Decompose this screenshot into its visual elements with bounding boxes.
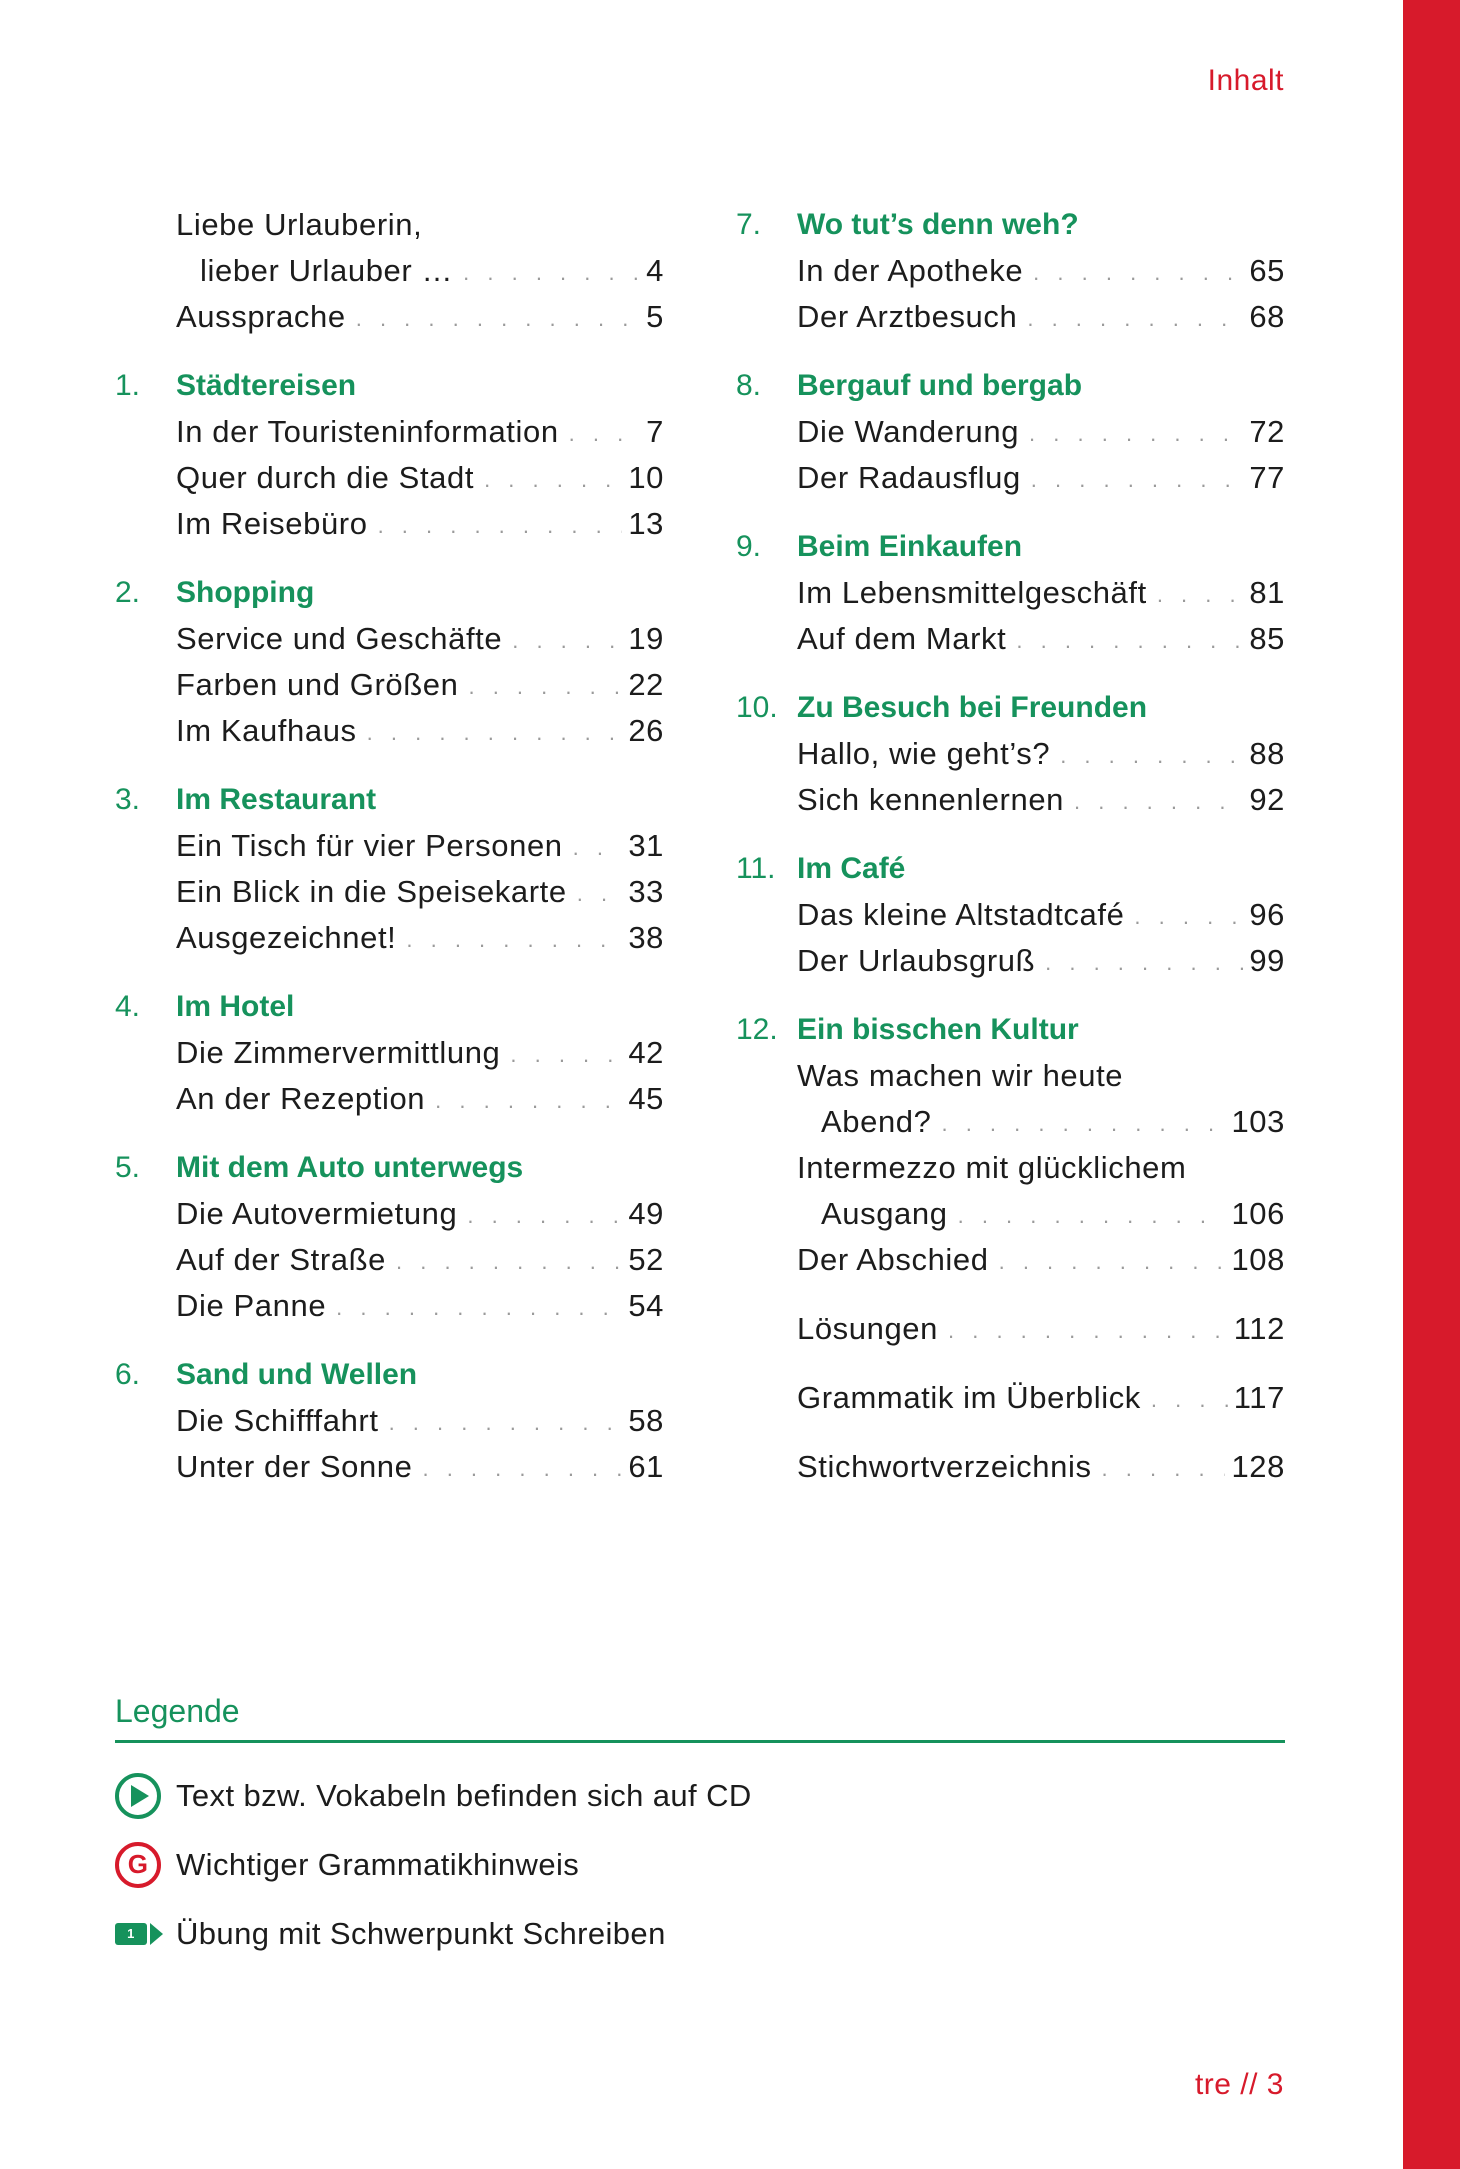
- toc-entry-solutions[interactable]: [736, 1306, 1285, 1352]
- legend: [115, 1688, 1285, 1968]
- toc-entry-page: 19: [628, 621, 664, 656]
- dot-leader: [422, 1456, 622, 1482]
- toc-section: [736, 202, 1285, 340]
- section-number: 7.: [736, 208, 762, 241]
- toc-section: [115, 984, 664, 1122]
- toc-entry-label: Intermezzo mit glücklichem: [797, 1150, 1187, 1185]
- toc-section: [115, 363, 664, 547]
- toc-section-heading[interactable]: [115, 1145, 664, 1191]
- toc-entry-label: Farben und Größen: [176, 667, 459, 702]
- toc-entry-page: 92: [1249, 782, 1285, 817]
- toc-entry-page: 72: [1249, 414, 1285, 449]
- toc-entry-label: Ausgang: [821, 1196, 948, 1231]
- section-number: 4.: [115, 990, 141, 1023]
- toc-section-heading[interactable]: [736, 202, 1285, 248]
- toc-entry[interactable]: [736, 248, 1285, 294]
- toc-entry[interactable]: [736, 409, 1285, 455]
- toc-section: [736, 846, 1285, 984]
- section-title: Im Hotel: [176, 990, 295, 1023]
- legend-divider: [115, 1740, 1285, 1743]
- toc-extra: [736, 1444, 1285, 1490]
- toc-entry[interactable]: [115, 1283, 664, 1329]
- section-title: Shopping: [176, 576, 315, 609]
- cd-play-icon: [115, 1773, 161, 1819]
- toc-entry[interactable]: [736, 1191, 1285, 1237]
- toc-section-heading[interactable]: [736, 1007, 1285, 1053]
- section-number: 12.: [736, 1013, 778, 1046]
- toc-entry[interactable]: [115, 294, 664, 340]
- toc-entry-page: 49: [628, 1196, 664, 1231]
- dot-leader: [467, 1203, 622, 1229]
- toc-entry-page: 81: [1249, 575, 1285, 610]
- toc-entry-label: Liebe Urlauberin,: [176, 207, 423, 242]
- toc-entry-label: In der Apotheke: [797, 253, 1024, 288]
- dot-leader: [1157, 582, 1244, 608]
- toc-entry-page: 99: [1249, 943, 1285, 978]
- toc-section-heading[interactable]: [115, 1352, 664, 1398]
- toc-entry[interactable]: [736, 570, 1285, 616]
- toc-entry[interactable]: [115, 501, 664, 547]
- toc-entry-label: An der Rezeption: [176, 1081, 426, 1116]
- toc-entry-label: Sich kennenlernen: [797, 782, 1064, 817]
- toc-entry-page: 103: [1231, 1104, 1285, 1139]
- toc-entry[interactable]: [115, 455, 664, 501]
- section-title: Zu Besuch bei Freunden: [797, 691, 1148, 724]
- toc-entry-index[interactable]: [736, 1444, 1285, 1490]
- toc-entry-page: 54: [628, 1288, 664, 1323]
- toc-entry-label: Abend?: [821, 1104, 932, 1139]
- toc-entry-page: 112: [1233, 1311, 1285, 1346]
- toc-entry-page: 128: [1231, 1449, 1285, 1484]
- toc-entry-label: Ein Blick in die Speisekarte: [176, 874, 567, 909]
- dot-leader: [577, 881, 623, 907]
- dot-leader: [1060, 743, 1243, 769]
- legend-title: Legende: [115, 1693, 240, 1729]
- legend-item-text: Wichtiger Grammatikhinweis: [176, 1846, 580, 1882]
- toc-entry[interactable]: [115, 662, 664, 708]
- toc-entry-page: 22: [628, 667, 664, 702]
- toc-entry[interactable]: [736, 938, 1285, 984]
- toc-section: [736, 524, 1285, 662]
- toc-extra: [736, 1306, 1285, 1352]
- toc-entry-page: 108: [1231, 1242, 1285, 1277]
- section-number: 1.: [115, 369, 141, 402]
- toc-entry-label: lieber Urlauber …: [200, 253, 454, 288]
- dot-leader: [435, 1088, 622, 1114]
- toc-entry-page: 88: [1249, 736, 1285, 771]
- toc-section-heading[interactable]: [736, 685, 1285, 731]
- legend-item: [115, 1761, 1285, 1830]
- dot-leader: [1045, 950, 1243, 976]
- toc-entry-label: Grammatik im Überblick: [797, 1380, 1141, 1415]
- dot-leader: [958, 1203, 1226, 1229]
- toc-entry-label: Das kleine Altstadtcafé: [797, 897, 1125, 932]
- dot-leader: [1033, 260, 1243, 286]
- dot-leader: [1016, 628, 1243, 654]
- dot-leader: [468, 674, 622, 700]
- red-side-bar: [1403, 0, 1460, 2169]
- section-title: Im Restaurant: [176, 783, 377, 816]
- toc-entry[interactable]: [115, 409, 664, 455]
- toc-entry[interactable]: [115, 708, 664, 754]
- toc-entry-label: Quer durch die Stadt: [176, 460, 475, 495]
- toc-entry-page: 42: [628, 1035, 664, 1070]
- toc-entry[interactable]: [736, 616, 1285, 662]
- section-title: Im Café: [797, 852, 906, 885]
- dot-leader: [1027, 306, 1243, 332]
- toc-section: [115, 1352, 664, 1490]
- dot-leader: [510, 1042, 622, 1068]
- toc-entry[interactable]: [115, 823, 664, 869]
- toc-section: [115, 1145, 664, 1329]
- toc-entry-label: Hallo, wie geht’s?: [797, 736, 1051, 771]
- toc-section: [736, 363, 1285, 501]
- toc-entry-page: 52: [628, 1242, 664, 1277]
- toc-section-heading[interactable]: [115, 570, 664, 616]
- toc-entry[interactable]: [736, 892, 1285, 938]
- dot-leader: [367, 720, 623, 746]
- toc-entry-label: Die Zimmervermittlung: [176, 1035, 501, 1070]
- section-number: 11.: [736, 852, 776, 885]
- dot-leader: [378, 513, 623, 539]
- toc-entry-page: 58: [628, 1403, 664, 1438]
- toc-entry-page: 4: [646, 253, 664, 288]
- toc-entry-label: Der Arztbesuch: [797, 299, 1018, 334]
- toc-entry-label: Der Abschied: [797, 1242, 989, 1277]
- dot-leader: [1031, 467, 1244, 493]
- toc-entry-label: Im Reisebüro: [176, 506, 368, 541]
- toc-entry[interactable]: [115, 869, 664, 915]
- toc-entry-page: 33: [628, 874, 664, 909]
- page-footer: tre // 3: [1194, 2068, 1284, 2101]
- legend-item: [115, 1899, 1285, 1968]
- toc-entry[interactable]: [115, 915, 664, 961]
- exercise-writing-icon: [115, 1923, 163, 1945]
- toc-section-heading[interactable]: [115, 777, 664, 823]
- dot-leader: [569, 421, 638, 447]
- toc-entry-label: Auf dem Markt: [797, 621, 1007, 656]
- toc-entry-page: 85: [1249, 621, 1285, 656]
- section-number: 5.: [115, 1151, 141, 1184]
- toc-entry-label: Was machen wir heute: [797, 1058, 1124, 1093]
- toc-section: [115, 777, 664, 961]
- toc-entry-page: 61: [628, 1449, 664, 1484]
- toc-entry-page: 65: [1249, 253, 1285, 288]
- toc-entry[interactable]: [115, 1076, 664, 1122]
- toc-entry[interactable]: [736, 294, 1285, 340]
- dot-leader: [999, 1249, 1226, 1275]
- dot-leader: [573, 835, 623, 861]
- toc-entry-label: Der Urlaubsgruß: [797, 943, 1036, 978]
- dot-leader: [356, 306, 638, 332]
- toc-entry-page: 31: [628, 828, 664, 863]
- toc-section: [736, 685, 1285, 823]
- dot-leader: [512, 628, 622, 654]
- section-number: 6.: [115, 1358, 141, 1391]
- toc-entry-label: Ein Tisch für vier Personen: [176, 828, 563, 863]
- toc-entry-label: Lösungen: [797, 1311, 938, 1346]
- toc-entry-label: Der Radausflug: [797, 460, 1021, 495]
- toc-entry-page: 106: [1231, 1196, 1285, 1231]
- toc-entry[interactable]: [115, 1030, 664, 1076]
- toc-entry-label: Im Kaufhaus: [176, 713, 357, 748]
- toc-section-heading[interactable]: [736, 846, 1285, 892]
- section-title: Bergauf und bergab: [797, 369, 1083, 402]
- toc-entry-page: 77: [1249, 460, 1285, 495]
- legend-item: [115, 1830, 1285, 1899]
- section-title: Ein bisschen Kultur: [797, 1013, 1079, 1046]
- toc-entry[interactable]: [115, 1444, 664, 1490]
- toc-entry[interactable]: [736, 777, 1285, 823]
- toc-entry-page: 38: [628, 920, 664, 955]
- toc-entry-label: Stichwortverzeichnis: [797, 1449, 1092, 1484]
- section-number: 3.: [115, 783, 141, 816]
- toc-section-heading[interactable]: [115, 984, 664, 1030]
- dot-leader: [396, 1249, 622, 1275]
- toc-entry-page: 5: [646, 299, 664, 334]
- dot-leader: [941, 1111, 1225, 1137]
- dot-leader: [1074, 789, 1243, 815]
- toc-extra: [736, 1375, 1285, 1421]
- toc-entry-grammar[interactable]: [736, 1375, 1285, 1421]
- dot-leader: [1151, 1387, 1228, 1413]
- toc-entry-label: Ausgezeichnet!: [176, 920, 397, 955]
- toc-entry[interactable]: [736, 1145, 1285, 1191]
- toc-entry-label: Auf der Straße: [176, 1242, 386, 1277]
- toc-entry-label: Im Lebensmittelgeschäft: [797, 575, 1147, 610]
- toc-entry[interactable]: [115, 248, 664, 294]
- toc-entry-label: Die Wanderung: [797, 414, 1020, 449]
- toc-left-column: [115, 202, 664, 1513]
- legend-item-text: Text bzw. Vokabeln befinden sich auf CD: [176, 1777, 752, 1813]
- toc-entry-label: Die Schifffahrt: [176, 1403, 379, 1438]
- toc-section-heading[interactable]: [736, 363, 1285, 409]
- grammar-g-icon: G: [115, 1842, 161, 1888]
- toc-right-column: [736, 202, 1285, 1513]
- toc-entry-page: 68: [1249, 299, 1285, 334]
- exercise-number: 1: [115, 1923, 147, 1945]
- page-header-title: Inhalt: [1207, 64, 1284, 97]
- toc-entry-label: Die Autovermietung: [176, 1196, 458, 1231]
- dot-leader: [1134, 904, 1243, 930]
- dot-leader: [484, 467, 622, 493]
- toc-entry-page: 117: [1233, 1380, 1285, 1415]
- section-title: Wo tut’s denn weh?: [797, 208, 1079, 241]
- toc-entry[interactable]: [736, 1237, 1285, 1283]
- section-title: Beim Einkaufen: [797, 530, 1023, 563]
- dot-leader: [336, 1295, 622, 1321]
- legend-item-text: Übung mit Schwerpunkt Schreiben: [176, 1915, 666, 1951]
- section-title: Sand und Wellen: [176, 1358, 418, 1391]
- toc-section: [115, 570, 664, 754]
- section-number: 8.: [736, 369, 762, 402]
- toc-entry-page: 26: [628, 713, 664, 748]
- dot-leader: [1029, 421, 1243, 447]
- toc-entry-page: 7: [646, 414, 664, 449]
- toc-entry-page: 45: [628, 1081, 664, 1116]
- section-number: 9.: [736, 530, 762, 563]
- toc-entry[interactable]: [736, 455, 1285, 501]
- toc-entry[interactable]: [115, 1191, 664, 1237]
- toc-section-heading[interactable]: [115, 363, 664, 409]
- section-number: 10.: [736, 691, 778, 724]
- toc-entry-label: Aussprache: [176, 299, 346, 334]
- toc-entry[interactable]: [115, 616, 664, 662]
- toc-entry-page: 13: [628, 506, 664, 541]
- section-title: Mit dem Auto unterwegs: [176, 1151, 524, 1184]
- toc-section: [736, 1007, 1285, 1283]
- toc-entry[interactable]: [115, 1237, 664, 1283]
- toc-entry-label: Die Panne: [176, 1288, 327, 1323]
- toc-entry-label: Service und Geschäfte: [176, 621, 503, 656]
- dot-leader: [389, 1410, 623, 1436]
- toc-intro: [115, 202, 664, 340]
- toc-entry[interactable]: [736, 731, 1285, 777]
- dot-leader: [463, 260, 638, 286]
- dot-leader: [406, 927, 622, 953]
- toc-entry-page: 96: [1249, 897, 1285, 932]
- toc-section-heading[interactable]: [736, 524, 1285, 570]
- toc-entry-label: In der Touristeninformation: [176, 414, 559, 449]
- toc-entry-page: 10: [628, 460, 664, 495]
- toc-entry[interactable]: [115, 1398, 664, 1444]
- toc-entry[interactable]: [736, 1053, 1285, 1099]
- toc-entry-label: Unter der Sonne: [176, 1449, 413, 1484]
- toc-entry[interactable]: [115, 202, 664, 248]
- section-number: 2.: [115, 576, 141, 609]
- dot-leader: [1102, 1456, 1226, 1482]
- toc-entry[interactable]: [736, 1099, 1285, 1145]
- dot-leader: [948, 1318, 1228, 1344]
- section-title: Städtereisen: [176, 369, 357, 402]
